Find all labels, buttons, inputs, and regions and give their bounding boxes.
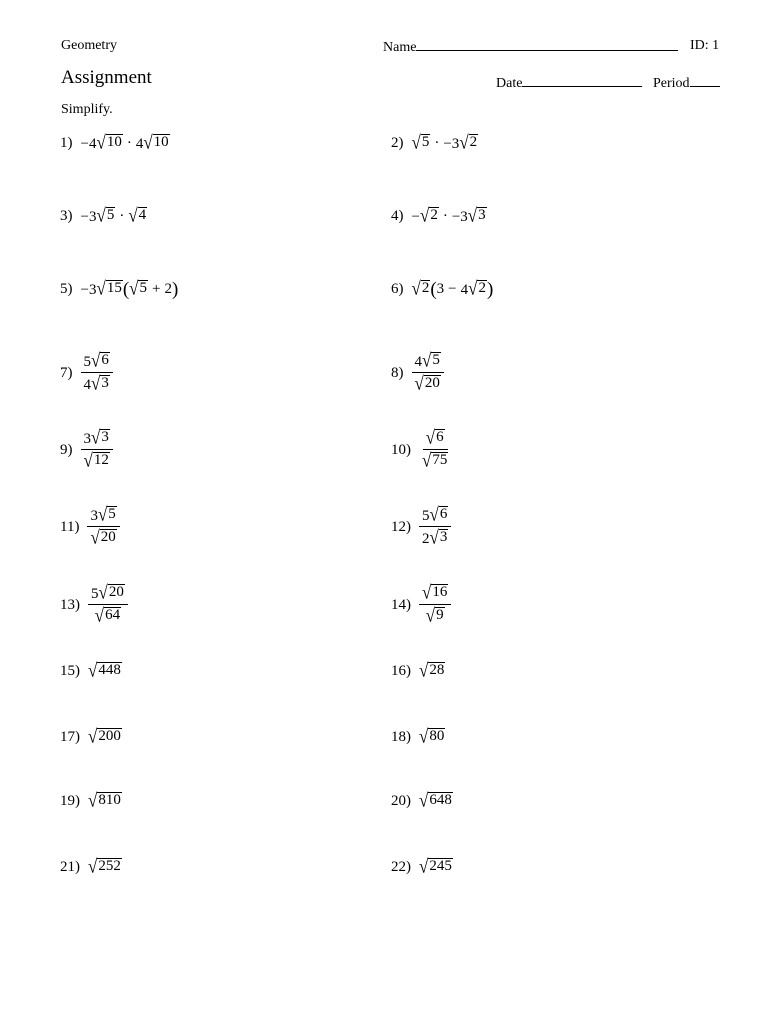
radicand: 448 [98, 662, 121, 679]
square-root [429, 503, 449, 526]
radical-term [443, 131, 478, 154]
radicand: 2 [421, 280, 430, 297]
problem-item [60, 503, 120, 549]
radical-sign-icon: √ [91, 372, 101, 395]
radicand: 5 [432, 352, 440, 369]
date-line [522, 74, 642, 87]
square-root [91, 372, 110, 395]
coefficient: −3 [80, 209, 97, 225]
numerator [81, 426, 113, 450]
radicand: 252 [98, 858, 121, 875]
problem-item [60, 426, 113, 472]
multiply-dot-icon: · [119, 208, 125, 224]
radical-term [419, 725, 445, 748]
square-root [90, 526, 116, 549]
problem-item [60, 789, 122, 812]
radicand: 6 [439, 506, 448, 523]
multiply-dot-icon: · [126, 135, 132, 151]
fraction [419, 426, 451, 472]
coefficient: −3 [451, 209, 468, 225]
problem-number: 14) [391, 596, 411, 613]
fraction [412, 349, 444, 395]
radicand: 3 [439, 529, 448, 546]
problem-item [60, 204, 147, 227]
date-label: Date [496, 76, 523, 91]
square-root [98, 581, 125, 604]
radical-term [80, 277, 123, 300]
denominator [81, 373, 113, 394]
coefficient: 4 [135, 136, 144, 152]
problem-item [391, 349, 444, 395]
problem-item [60, 349, 113, 395]
radicand: 64 [105, 607, 121, 624]
radicand: 28 [429, 662, 445, 679]
radical-sign-icon: √ [143, 131, 153, 154]
fraction [88, 581, 128, 627]
square-root [419, 659, 445, 682]
coefficient: 4 [83, 377, 91, 393]
coefficient: 4 [414, 354, 422, 370]
left-paren-icon: ( [430, 279, 437, 300]
coefficient: 5 [91, 586, 99, 602]
period-line [690, 74, 720, 87]
radical-sign-icon: √ [429, 526, 439, 549]
radical-sign-icon: √ [97, 503, 108, 526]
square-root [419, 204, 439, 227]
square-root [467, 204, 487, 227]
id-label: ID: 1 [690, 38, 720, 53]
problem-number: 7) [60, 364, 73, 381]
coefficient: 5 [422, 508, 430, 524]
radicand: 16 [432, 584, 448, 601]
square-root [88, 725, 122, 748]
coefficient: 5 [83, 354, 91, 370]
square-root [422, 581, 448, 604]
constant: 3 [436, 281, 445, 297]
problem-number: 11) [60, 518, 80, 535]
radicand: 810 [98, 792, 121, 809]
radical-sign-icon: √ [419, 725, 429, 748]
problem-item [60, 855, 122, 878]
radicand: 15 [106, 280, 122, 297]
numerator [81, 349, 113, 373]
coefficient: 3 [90, 508, 98, 524]
square-root [97, 503, 117, 526]
radicand: 80 [429, 728, 445, 745]
square-root [414, 372, 441, 395]
denominator [419, 527, 451, 548]
radical-sign-icon: √ [88, 725, 98, 748]
radical-sign-icon: √ [91, 426, 101, 449]
radical-sign-icon: √ [422, 449, 432, 472]
problem-number: 22) [391, 859, 411, 875]
radical-sign-icon: √ [90, 526, 100, 549]
radical-term [460, 277, 487, 300]
fraction [87, 503, 119, 549]
square-root [91, 426, 110, 449]
radicand: 10 [153, 134, 169, 151]
radical-sign-icon: √ [96, 131, 106, 154]
radical-sign-icon: √ [419, 855, 429, 878]
numerator [419, 581, 451, 605]
radicand: 5 [421, 134, 430, 151]
square-root [425, 604, 445, 627]
period-label: Period [653, 76, 690, 91]
fraction [81, 349, 113, 395]
problem-item [391, 789, 453, 812]
radical-term [80, 131, 123, 154]
radicand: 20 [108, 584, 124, 601]
radical-sign-icon: √ [96, 277, 106, 300]
radical-term [411, 131, 431, 154]
radical-term [419, 855, 453, 878]
course-label: Geometry [61, 38, 117, 53]
radical-term [414, 372, 441, 395]
radical-term [94, 604, 121, 627]
square-root [422, 349, 441, 372]
numerator [412, 349, 444, 373]
problem-item [60, 725, 122, 748]
multiply-dot-icon: · [442, 208, 448, 224]
radicand: 6 [436, 429, 444, 446]
problem-item [391, 659, 445, 682]
radical-term [419, 789, 453, 812]
square-root [422, 449, 448, 472]
radical-term [91, 581, 125, 604]
radical-term [422, 503, 448, 526]
radical-sign-icon: √ [422, 581, 432, 604]
radical-sign-icon: √ [88, 855, 98, 878]
radical-sign-icon: √ [94, 604, 105, 627]
problem-item [391, 277, 494, 300]
radical-sign-icon: √ [429, 503, 439, 526]
problem-number: 15) [60, 663, 80, 679]
square-root [129, 277, 148, 300]
coefficient: 4 [460, 282, 469, 298]
multiply-dot-icon: · [434, 135, 440, 151]
square-root [459, 131, 478, 154]
problem-number: 21) [60, 859, 80, 875]
problem-item [60, 131, 170, 154]
problem-item [391, 426, 451, 472]
problem-number: 16) [391, 663, 411, 679]
constant: 2 [164, 281, 172, 297]
name-field[interactable] [383, 38, 678, 56]
radicand: 20 [424, 375, 440, 392]
problem-number: 19) [60, 793, 80, 809]
problem-number: 13) [60, 596, 80, 613]
left-paren-icon: ( [122, 279, 130, 300]
problem-number: 20) [391, 793, 411, 809]
numerator [87, 503, 119, 527]
coefficient: −3 [80, 282, 97, 298]
radical-sign-icon: √ [129, 277, 139, 300]
radical-term [129, 277, 148, 300]
radical-sign-icon: √ [419, 659, 429, 682]
square-root [419, 855, 453, 878]
radical-sign-icon: √ [419, 789, 429, 812]
denominator [423, 605, 448, 626]
radical-term [83, 349, 110, 372]
radical-term [83, 449, 110, 472]
date-field[interactable] [496, 74, 642, 92]
problem-number: 9) [60, 441, 73, 458]
radical-term [135, 131, 170, 154]
radical-sign-icon: √ [411, 277, 421, 300]
square-root [143, 131, 169, 154]
denominator [87, 527, 119, 548]
problem-number: 5) [60, 281, 73, 297]
radical-term [90, 526, 116, 549]
radical-sign-icon: √ [91, 349, 101, 372]
coefficient: 2 [422, 531, 430, 547]
problem-item [60, 277, 179, 300]
radical-sign-icon: √ [98, 581, 108, 604]
radical-term [411, 277, 431, 300]
radicand: 75 [432, 452, 448, 469]
radical-term [80, 204, 116, 227]
radical-term [88, 855, 122, 878]
instructions: Simplify. [61, 102, 113, 117]
problem-number: 6) [391, 281, 404, 297]
right-paren-icon: ) [171, 279, 179, 300]
square-root [425, 426, 445, 449]
square-root [128, 204, 147, 227]
radical-term [88, 659, 122, 682]
square-root [94, 604, 121, 627]
denominator [81, 450, 113, 471]
radical-sign-icon: √ [422, 349, 432, 372]
radical-sign-icon: √ [425, 426, 436, 449]
numerator [88, 581, 128, 605]
denominator [419, 450, 451, 471]
radicand: 20 [100, 529, 116, 546]
name-label: Name [383, 40, 417, 55]
square-root [419, 789, 453, 812]
radical-term [414, 349, 441, 372]
radical-term [90, 503, 116, 526]
denominator [412, 373, 444, 394]
radicand: 5 [106, 207, 115, 224]
radical-sign-icon: √ [83, 449, 93, 472]
radical-term [422, 526, 448, 549]
radical-term [128, 204, 147, 227]
fraction [419, 581, 451, 627]
radicand: 3 [478, 207, 486, 224]
radical-term [451, 204, 487, 227]
radicand: 3 [101, 429, 109, 446]
right-paren-icon: ) [486, 279, 494, 300]
square-root [468, 277, 487, 300]
radical-term [425, 426, 445, 449]
radical-sign-icon: √ [96, 204, 106, 227]
fraction [419, 503, 451, 549]
name-line [416, 38, 678, 51]
radicand: 5 [139, 280, 147, 297]
square-root [429, 526, 449, 549]
radicand: 3 [101, 375, 109, 392]
radicand: 245 [429, 858, 452, 875]
problem-item [391, 581, 451, 627]
problem-number: 12) [391, 518, 411, 535]
fraction [81, 426, 113, 472]
radical-sign-icon: √ [88, 659, 98, 682]
coefficient: 3 [83, 431, 91, 447]
numerator [419, 503, 451, 527]
problem-number: 18) [391, 729, 411, 745]
problem-item [391, 725, 445, 748]
square-root [88, 855, 122, 878]
problem-number: 3) [60, 208, 73, 224]
square-root [96, 204, 115, 227]
problem-item [391, 855, 453, 878]
problem-item [60, 581, 128, 627]
coefficient: −4 [80, 136, 97, 152]
radical-term [411, 204, 439, 227]
radical-term [422, 449, 448, 472]
radical-term [88, 789, 122, 812]
period-field[interactable] [653, 74, 720, 92]
problem-item [60, 659, 122, 682]
radicand: 6 [101, 352, 109, 369]
radical-sign-icon: √ [414, 372, 424, 395]
radicand: 2 [478, 280, 486, 297]
radicand: 5 [108, 506, 116, 523]
radicand: 200 [98, 728, 121, 745]
square-root [91, 349, 110, 372]
problem-item [391, 503, 451, 549]
square-root [96, 131, 122, 154]
problem-number: 2) [391, 135, 404, 151]
radical-sign-icon: √ [425, 604, 436, 627]
numerator [423, 426, 448, 450]
problem-number: 1) [60, 135, 73, 151]
square-root [88, 659, 122, 682]
coefficient: − [411, 209, 420, 225]
radical-sign-icon: √ [467, 204, 478, 227]
radicand: 9 [436, 607, 444, 624]
radicand: 12 [93, 452, 109, 469]
problem-item [391, 204, 487, 227]
denominator [92, 605, 124, 626]
square-root [411, 277, 431, 300]
radical-term [422, 581, 448, 604]
square-root [419, 725, 445, 748]
radicand: 10 [106, 134, 122, 151]
radicand: 2 [430, 207, 438, 224]
square-root [88, 789, 122, 812]
radical-term [419, 659, 445, 682]
page-title: Assignment [61, 67, 152, 88]
radicand: 2 [469, 134, 478, 151]
square-root [83, 449, 110, 472]
radical-term [425, 604, 445, 627]
problem-item [391, 131, 478, 154]
radicand: 4 [138, 207, 147, 224]
radical-sign-icon: √ [88, 789, 98, 812]
radical-term [88, 725, 122, 748]
radical-sign-icon: √ [128, 204, 138, 227]
operator: + [151, 281, 161, 297]
problem-number: 4) [391, 208, 404, 224]
problem-number: 10) [391, 441, 411, 458]
radical-sign-icon: √ [468, 277, 478, 300]
radical-sign-icon: √ [419, 204, 430, 227]
radical-sign-icon: √ [459, 131, 469, 154]
radical-term [83, 372, 110, 395]
operator: − [448, 281, 457, 297]
problem-number: 8) [391, 364, 404, 381]
radicand: 648 [429, 792, 452, 809]
square-root [96, 277, 122, 300]
square-root [411, 131, 431, 154]
coefficient: −3 [443, 136, 460, 152]
radical-term [83, 426, 110, 449]
problem-number: 17) [60, 729, 80, 745]
radical-sign-icon: √ [411, 131, 421, 154]
